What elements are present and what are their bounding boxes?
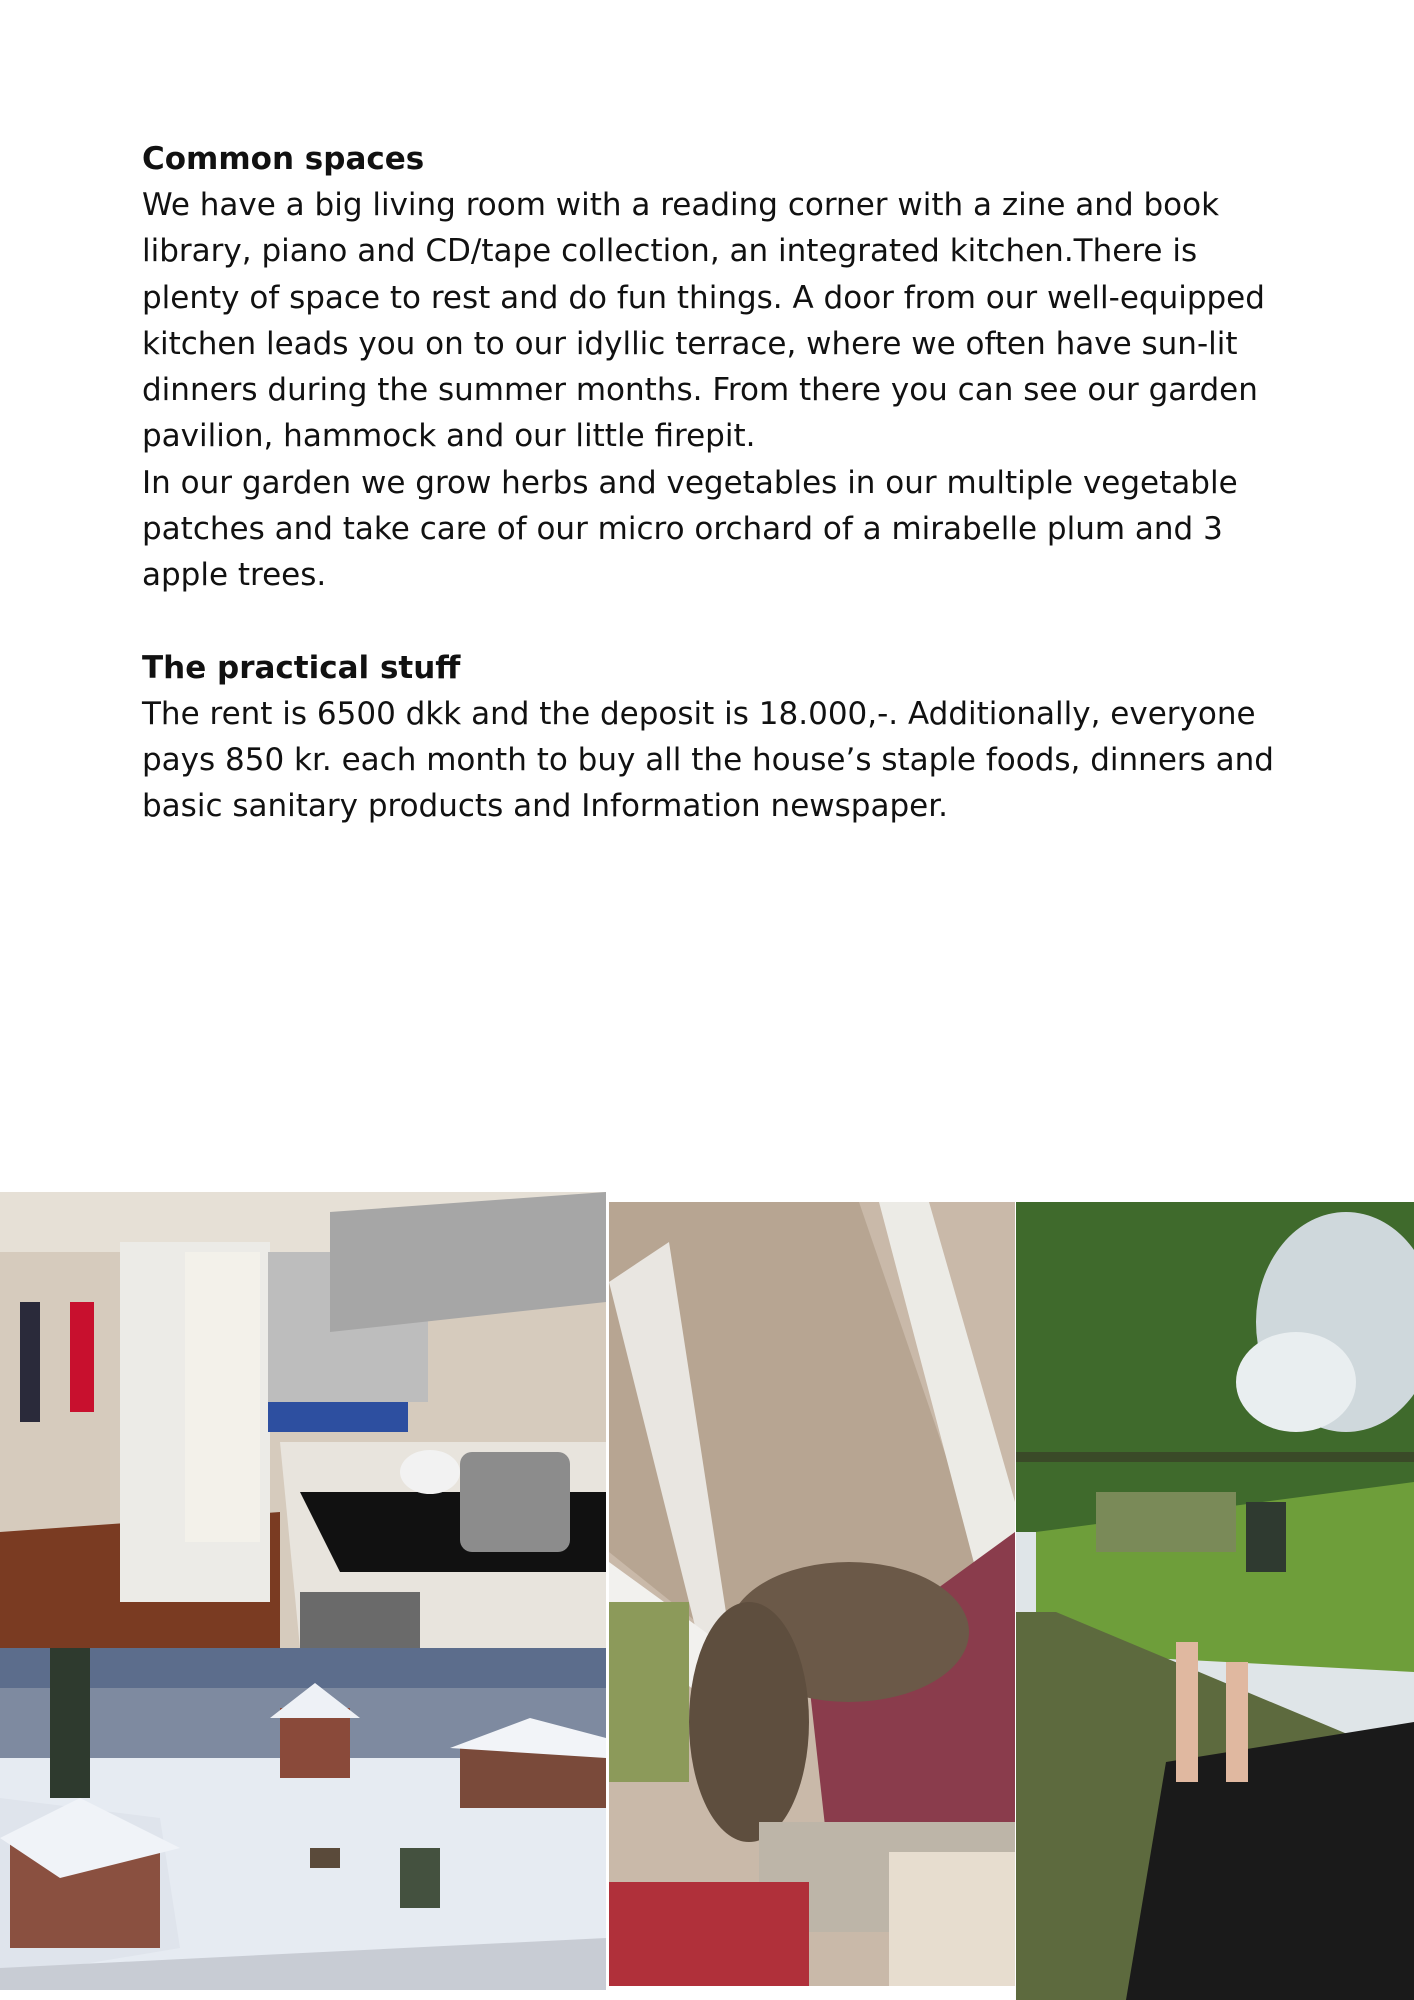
section-spacer [142, 599, 1282, 645]
kitchen-photo [0, 1192, 606, 1648]
snowy-garden-photo [0, 1648, 606, 1990]
common-spaces-paragraph-1: We have a big living room with a reading corner with a zine and book library, piano and CD/tape collection, an integrated kitchen.There is plenty of space to rest and do fun things. A door from our well-equipped kitchen leads you on to our idyllic terrace, where we often have sun-lit dinners during the summer months. From there you can see our garden pavilion, hammock and our little firepit. [142, 187, 1265, 455]
common-spaces-heading: Common spaces [142, 141, 425, 177]
common-spaces-paragraph-2: In our garden we grow herbs and vegetables in our multiple vegetable patches and take care of our micro orchard of a mirabelle plum and 3 apple trees. [142, 464, 1238, 594]
practical-stuff-paragraph: The rent is 6500 dkk and the deposit is 18.000,-. Additionally, everyone pays 850 kr. each month to buy all the house’s staple foods, dinners and basic sanitary products and Information newspaper. [142, 695, 1274, 825]
cat-window-photo [609, 1202, 1015, 1986]
hammock-garden-photo [1016, 1202, 1414, 2000]
document-body [142, 136, 1282, 830]
practical-stuff-heading: The practical stuff [142, 649, 461, 686]
